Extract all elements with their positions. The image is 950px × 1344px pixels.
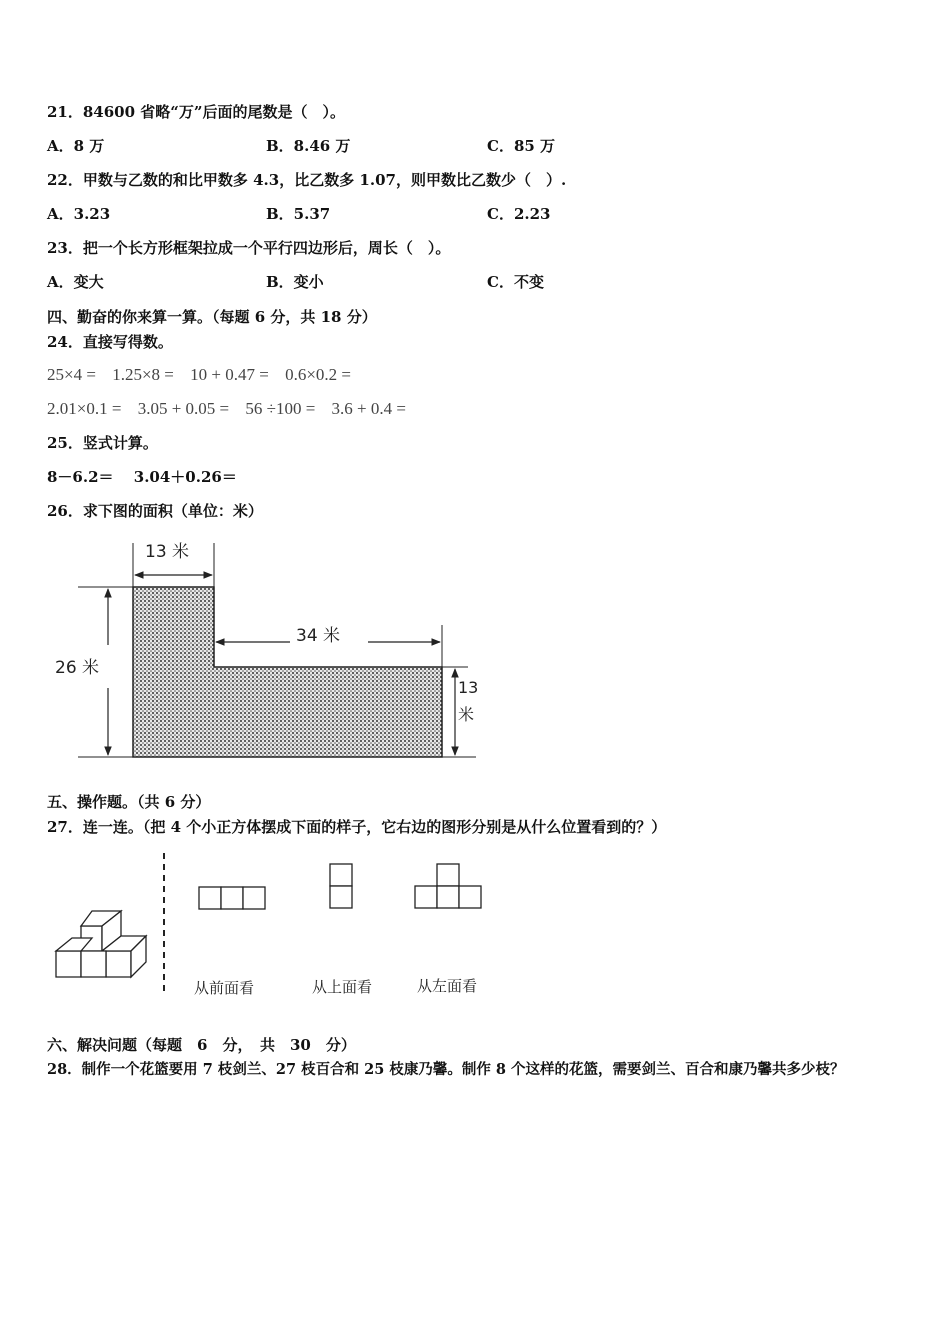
calc-item: 2.01×0.1 = — [47, 399, 122, 418]
view-three-row — [199, 887, 265, 909]
question-27: 27．连一连。（把 4 个小正方体摆成下面的样子，它右边的图形分别是从什么位置看到的？） — [47, 818, 667, 836]
q22-option-b: B．5.37 — [266, 205, 331, 223]
question-21: 21．84600 省略“万”后面的尾数是（ ）。 — [47, 103, 346, 121]
q23-option-b: B．变小 — [266, 273, 324, 291]
view-label-top: 从上面看 — [312, 978, 373, 996]
calc-item: 1.25×8 = — [112, 365, 174, 384]
right-width-label: 34 米 — [296, 626, 341, 646]
calc-item: 3.05 + 0.05 = — [137, 399, 230, 418]
q21-option-b: B．8.46 万 — [266, 137, 351, 155]
question-22: 22．甲数与乙数的和比甲数多 4.3，比乙数多 1.07，则甲数比乙数少（ ）. — [47, 171, 567, 189]
view-label-left: 从左面看 — [417, 977, 478, 995]
section-4-heading: 四、勤奋的你来算一算。（每题 6 分，共 18 分） — [47, 308, 377, 326]
q21-option-a: A．8 万 — [47, 137, 105, 155]
q23-option-c: C．不变 — [487, 273, 544, 291]
total-height-label: 26 米 — [55, 658, 100, 678]
q22-option-c: C．2.23 — [487, 205, 551, 223]
cube-stack-drawing — [56, 911, 146, 977]
section-6-heading: 六、解决问题（每题 6 分， 共 30 分） — [47, 1036, 356, 1054]
calc-item: 56 ÷100 = — [245, 399, 316, 418]
question-28: 28．制作一个花篮要用 7 枝剑兰、27 枝百合和 25 枝康乃馨。制作 8 个这样的花篮，需要剑兰、百合和康乃馨共多少枝？ — [47, 1061, 845, 1078]
q21-option-c: C．85 万 — [487, 137, 556, 155]
right-height-unit: 米 — [458, 705, 475, 724]
calc-item: 25×4 = — [47, 365, 96, 384]
right-height-number: 13 — [458, 678, 479, 697]
view-label-front: 从前面看 — [194, 979, 255, 997]
q23-option-a: A．变大 — [47, 273, 104, 291]
view-t-shape — [415, 864, 481, 908]
question-25: 25．竖式计算。 — [47, 434, 158, 452]
q25-expressions: 8－6.2＝ 3.04＋0.26＝ — [47, 468, 237, 486]
calc-item: 3.6 + 0.4 = — [331, 399, 406, 418]
question-23: 23．把一个长方形框架拉成一个平行四边形后，周长（ ）。 — [47, 239, 451, 257]
section-5-heading: 五、操作题。（共 6 分） — [47, 793, 211, 811]
calc-item: 10 + 0.47 = — [190, 365, 269, 384]
calc-item: 0.6×0.2 = — [285, 365, 351, 384]
top-width-label: 13 米 — [145, 542, 190, 562]
q22-option-a: A．3.23 — [47, 205, 111, 223]
question-26: 26．求下图的面积（单位：米） — [47, 502, 263, 520]
view-two-stacked — [330, 864, 352, 908]
question-24: 24．直接写得数。 — [47, 333, 173, 351]
